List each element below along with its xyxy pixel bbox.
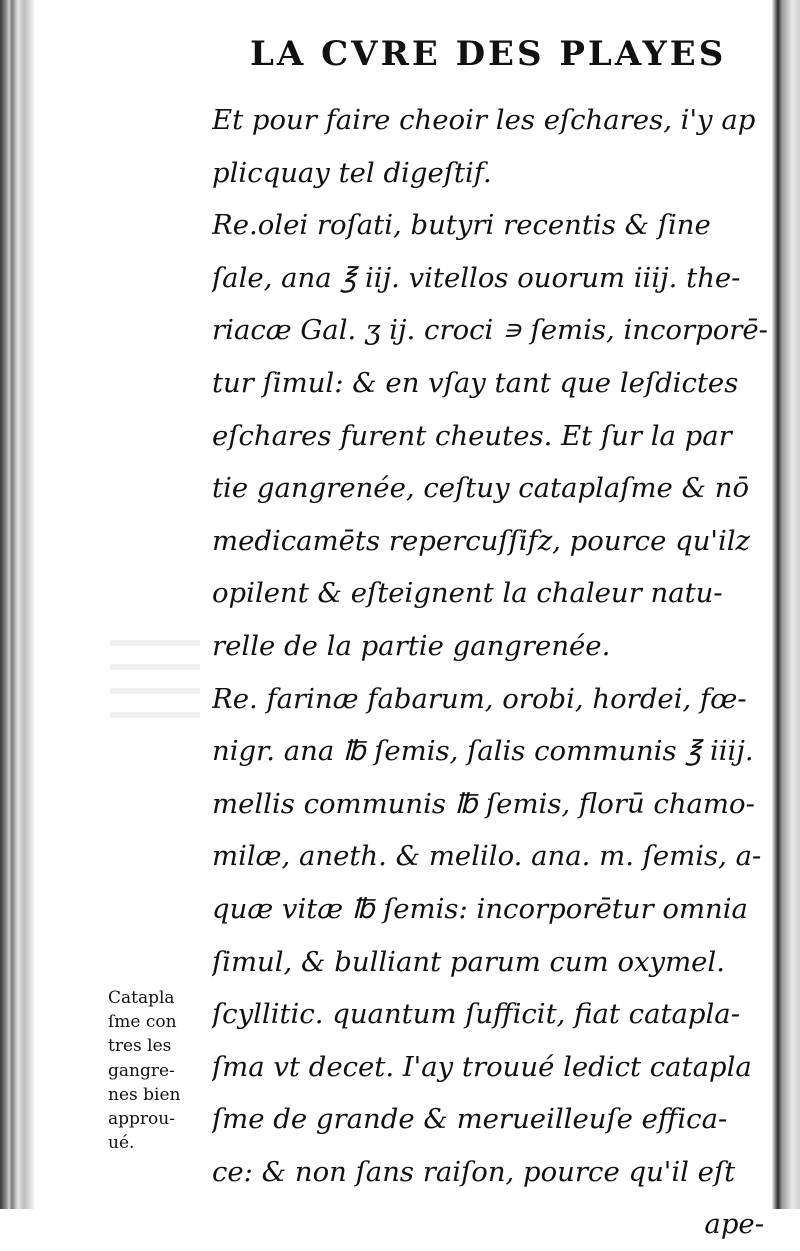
text-line: ſma vt decet. I'ay trouué ledict catapla: [212, 1050, 752, 1083]
text-line: ſale, ana ℥ iij. vitellos ouorum iiij. the-: [212, 261, 741, 294]
margin-note-line: ué.: [108, 1133, 135, 1154]
text-line: ſme de grande & merueilleuſe effica-: [212, 1103, 728, 1136]
text-line: milæ, aneth. & melilo. ana. m. ſemis, a-: [212, 840, 762, 873]
text-line: mellis communis ℔ ſemis, florū chamo-: [212, 787, 755, 820]
book-gutter-right: [772, 0, 800, 1209]
text-line: ſcyllitic. quantum ſufficit, fiat catapla-: [212, 998, 740, 1031]
text-line: tie gangrenée, ceſtuy cataplaſme & nō: [212, 472, 750, 505]
show-through-left: [110, 640, 200, 720]
text-line: ſimul, & bulliant parum cum oxymel.: [212, 945, 725, 978]
margin-note-line: ſme con: [108, 1012, 177, 1033]
book-gutter-left: [0, 0, 34, 1209]
text-line: Et pour faire cheoir les eſchares, i'y ap: [212, 104, 756, 136]
text-line: eſchares furent cheutes. Et ſur la par: [212, 419, 732, 452]
text-line: opilent & eſteignent la chaleur natu-: [212, 577, 723, 610]
text-line: medicamēts repercuſſifz, pource qu'ilz: [212, 524, 751, 557]
margin-note-line: tres les: [108, 1036, 172, 1057]
text-line: Re.olei roſati, butyri recentis & ſine: [212, 209, 711, 242]
text-line: nigr. ana ℔ ſemis, ſalis communis ℥ iiij.: [212, 735, 754, 768]
margin-note: [108, 986, 204, 1155]
running-head: LA CVRE DES PLAYES: [250, 34, 727, 74]
catchword: ape-: [704, 1208, 764, 1241]
text-line: ce: & non ſans raiſon, pource qu'il eſt: [212, 1155, 736, 1188]
text-line: riacæ Gal. ʒ ij. croci ∍ ſemis, incorporē-: [212, 314, 768, 347]
margin-note-line: nes bien: [108, 1084, 181, 1105]
text-line: plicquay tel digeſtif.: [212, 156, 492, 189]
margin-note-line: approu-: [108, 1109, 175, 1130]
main-text-block: [212, 94, 768, 1251]
text-line: relle de la partie gangrenée.: [212, 629, 611, 662]
text-line: Re. farinæ fabarum, orobi, hordei, fœ-: [212, 682, 747, 715]
text-line: quæ vitæ ℔ ſemis: incorporētur omnia: [212, 892, 748, 925]
margin-note-line: gangre-: [108, 1060, 175, 1081]
text-line: tur ſimul: & en vſay tant que leſdictes: [212, 366, 739, 399]
margin-note-line: Catapla: [108, 988, 175, 1008]
